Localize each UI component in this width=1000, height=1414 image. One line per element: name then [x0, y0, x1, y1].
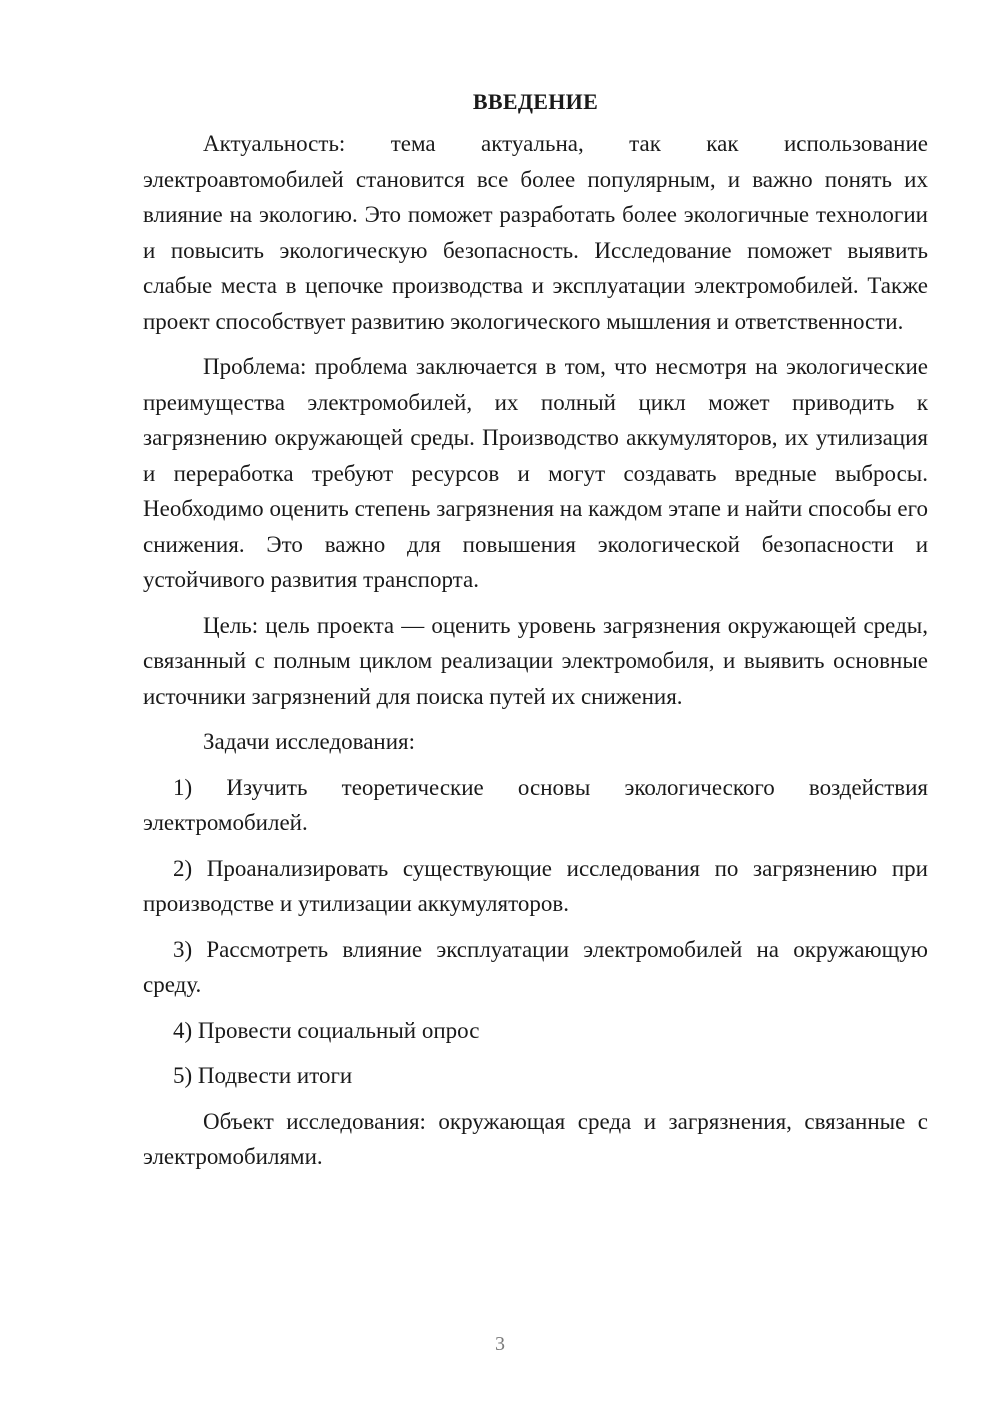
tasks-heading: Задачи исследования:: [203, 729, 416, 754]
task-item-1: 1) Изучить теоретические основы экологического воздействия электромобилей.: [143, 774, 928, 835]
page-number: 3: [495, 1333, 505, 1355]
paragraph-problem: Проблема: проблема заключается в том, что несмотря на экологические преимущества электромобилей, их полный цикл может приводить к загрязнению окружающей среды. Производство аккумуляторов, их утилизация и переработка требуют ресурсов и могут создавать вредные выбросы. Необходимо оценить степень загрязнения на каждом этапе и найти способы его снижения. Это важно для повышения экологической безопасности и устойчивого развития транспорта.: [143, 354, 928, 592]
task-item-5: 5) Подвести итоги: [173, 1063, 353, 1088]
paragraph-goal: Цель: цель проекта — оценить уровень загрязнения окружающей среды, связанный с полным циклом реализации электромобиля, и выявить основные источники загрязнений для поиска путей их снижения.: [143, 612, 928, 709]
task-item-3: 3) Рассмотреть влияние эксплуатации электромобилей на окружающую среду.: [143, 936, 928, 997]
paragraph-object: Объект исследования: окружающая среда и загрязнения, связанные с электромобилями.: [143, 1108, 928, 1169]
paragraph-relevance: Актуальность: тема актуальна, так как использование электроавтомобилей становится все более популярным, и важно понять их влияние на экологию. Это поможет разработать более экологичные технологии и повысить экологическую безопасность. Исследование поможет выявить слабые места в цепочке производства и эксплуатации электромобилей. Также проект способствует развитию экологического мышления и ответственности.: [143, 131, 928, 334]
page-content: [143, 88, 928, 1185]
task-item-2: 2) Проанализировать существующие исследования по загрязнению при производстве и утилизации аккумуляторов.: [143, 855, 928, 916]
task-item-4: 4) Провести социальный опрос: [173, 1017, 480, 1043]
section-title: ВВЕДЕНИЕ: [472, 89, 599, 114]
